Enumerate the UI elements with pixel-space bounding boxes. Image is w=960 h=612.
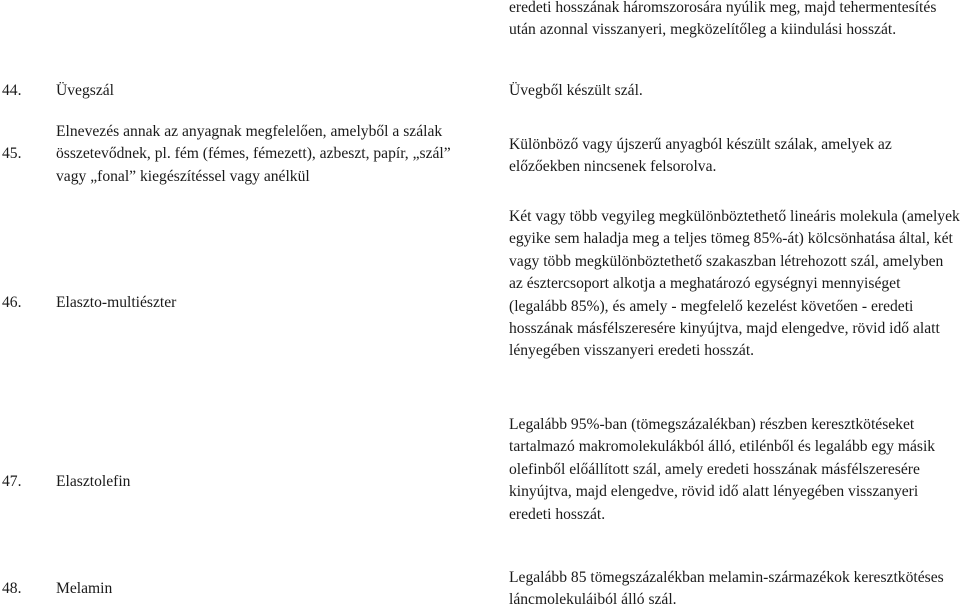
continuation-text: eredeti hosszának háromszorosára nyúlik meg, majd tehermentesítés után azonnal visszanyeri, megközelítőleg a kiindulási hosszát.	[509, 0, 937, 39]
fiber-definition-46: Két vagy több vegyileg megkülönböztethető lineáris molekula (amelyek egyike sem haladja meg a teljes tömeg 85%-át) kölcsönhatása által, két vagy több megkülönböztethető szakaszban létrehozott szál, amelyben az észtercsoport alkotja a meghatározó egységnyi mennyiséget (legalább 85%), és amely - megfelelő kezelést követően - eredeti hosszának másfélszeresére kinyújtva, majd elengedve, rövid idő alatt lényegében visszanyeri eredeti hosszát.	[509, 208, 960, 360]
fiber-name-46: Elaszto-multiészter	[56, 294, 177, 311]
fiber-name-45: Elnevezés annak az anyagnak megfelelően, amelyből a szálak összetevődnek, pl. fém (fémes, fémezett), azbeszt, papír, „szál” vagy „fonal” kiegészítéssel vagy anélkül	[56, 123, 451, 185]
row-number-47: 47.	[2, 473, 22, 490]
fiber-definition-48: Legalább 85 tömegszázalékban melamin-származékok keresztkötéses láncmolekuláiból álló szál.	[509, 569, 944, 609]
fiber-name-44: Üvegszál	[56, 82, 115, 99]
fiber-definition-47: Legalább 95%-ban (tömegszázalékban) részben keresztkötéseket tartalmazó makromolekulákból álló, etilénből és legalább egy másik olefinből előállított szál, amely eredeti hosszának másfélszeresére kinyújtva, majd elengedve, rövid idő alatt lényegében visszanyeri eredeti hosszát.	[509, 416, 936, 523]
row-number-44: 44.	[2, 82, 22, 99]
fiber-name-48: Melamin	[56, 580, 113, 597]
row-number-46: 46.	[2, 294, 22, 311]
row-number-45: 45.	[2, 145, 22, 162]
fiber-name-47: Elasztolefin	[56, 473, 131, 490]
row-number-48: 48.	[2, 580, 22, 597]
fiber-definition-44: Üvegből készült szál.	[509, 82, 643, 99]
fiber-definition-45: Különböző vagy újszerű anyagból készült szálak, amelyek az előzőekben nincsenek felsorolva.	[509, 136, 892, 176]
